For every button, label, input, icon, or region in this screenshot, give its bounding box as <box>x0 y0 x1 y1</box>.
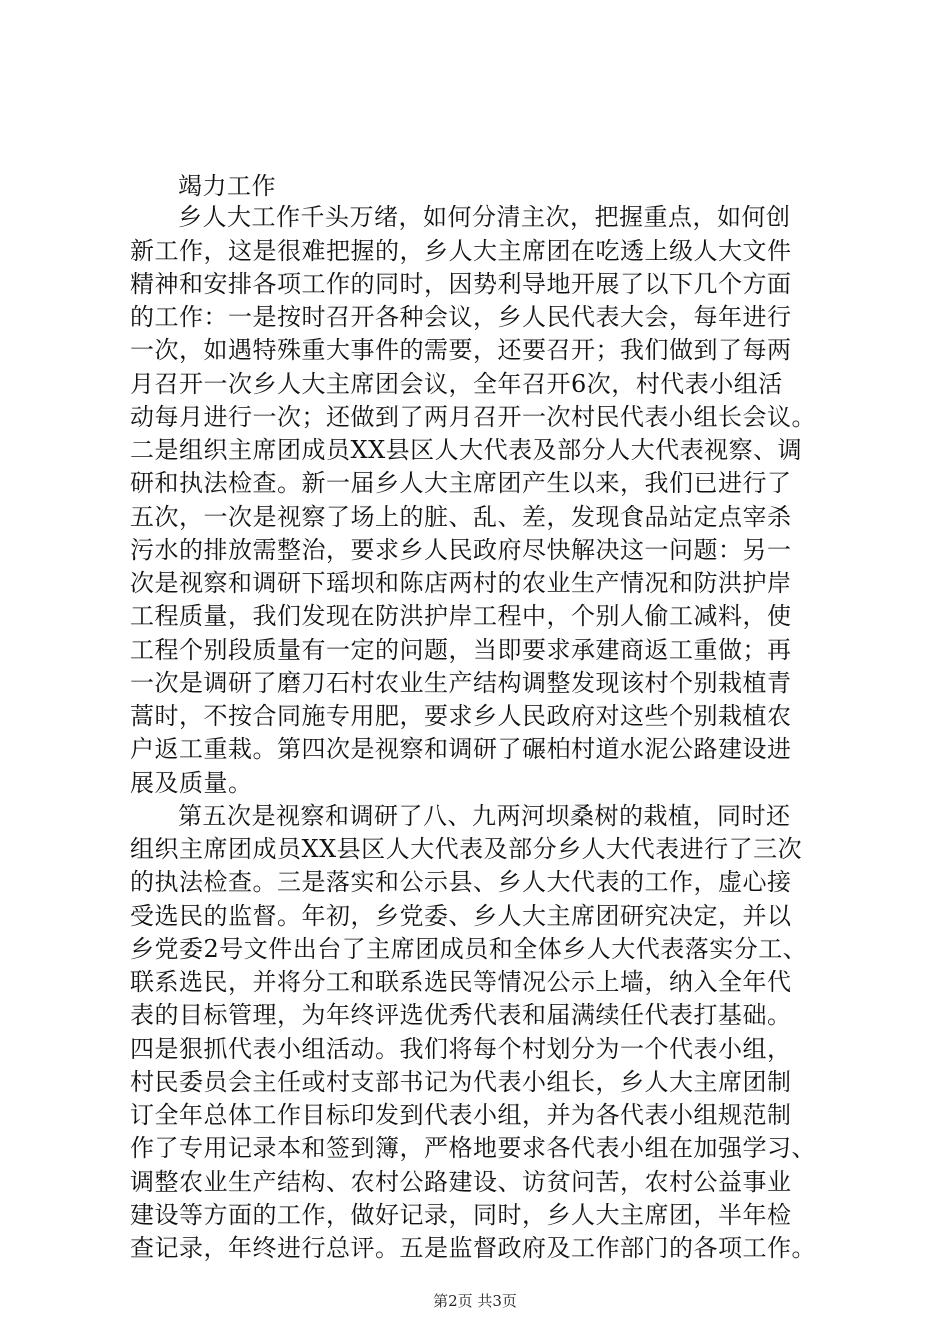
paragraph-line: 的工作：一是按时召开各种会议，乡人民代表大会，每年进行 <box>130 303 792 331</box>
section-heading: 竭力工作 <box>178 172 276 200</box>
paragraph-line: 五次，一次是视察了场上的脏、乱、差，发现食品站定点宰杀 <box>130 503 792 531</box>
paragraph-line: 作了专用记录本和签到簿，严格地要求各代表小组在加强学习、 <box>130 1134 816 1162</box>
paragraph-line: 月召开一次乡人大主席团会议，全年召开6次，村代表小组活 <box>130 370 783 398</box>
paragraph-line: 新工作，这是很难把握的，乡人大主席团在吃透上级人大文件 <box>130 237 792 265</box>
paragraph-line: 研和执法检查。新一届乡人大主席团产生以来，我们已进行了 <box>130 469 792 497</box>
paragraph-line: 动每月进行一次；还做到了两月召开一次村民代表小组长会议。 <box>130 403 816 431</box>
paragraph-line: 次是视察和调研下瑶坝和陈店两村的农业生产情况和防洪护岸 <box>130 569 792 597</box>
paragraph-line: 组织主席团成员XX县区人大代表及部分乡人大代表进行了三次 <box>130 835 803 863</box>
paragraph-line: 乡党委2号文件出台了主席团成员和全体乡人大代表落实分工、 <box>130 935 808 963</box>
paragraph-line: 的执法检查。三是落实和公示县、乡人大代表的工作，虚心接 <box>130 868 792 896</box>
paragraph-line: 四是狠抓代表小组活动。我们将每个村划分为一个代表小组， <box>130 1035 792 1063</box>
paragraph-line: 乡人大工作千头万绪，如何分清主次，把握重点，如何创 <box>178 203 791 231</box>
page-number-footer: 第2页 共3页 <box>433 1292 517 1310</box>
paragraph-line: 工程质量，我们发现在防洪护岸工程中，个别人偷工减料，使 <box>130 602 792 630</box>
paragraph-line: 建设等方面的工作，做好记录，同时，乡人大主席团，半年检 <box>130 1201 792 1229</box>
paragraph-line: 精神和安排各项工作的同时，因势利导地开展了以下几个方面 <box>130 270 792 298</box>
paragraph-line: 订全年总体工作目标印发到代表小组，并为各代表小组规范制 <box>130 1101 792 1129</box>
paragraph-line: 一次是调研了磨刀石村农业生产结构调整发现该村个别栽植青 <box>130 669 792 697</box>
paragraph-line: 受选民的监督。年初，乡党委、乡人大主席团研究决定，并以 <box>130 902 792 930</box>
paragraph-line: 二是组织主席团成员XX县区人大代表及部分人大代表视察、调 <box>130 436 803 464</box>
paragraph-line: 表的目标管理，为年终评选优秀代表和届满续任代表打基础。 <box>130 1001 792 1029</box>
paragraph-line: 展及质量。 <box>130 769 253 797</box>
paragraph-line: 一次，如遇特殊重大事件的需要，还要召开；我们做到了每两 <box>130 336 792 364</box>
paragraph-line: 查记录，年终进行总评。五是监督政府及工作部门的各项工作。 <box>130 1234 816 1262</box>
paragraph-line: 第五次是视察和调研了八、九两河坝桑树的栽植，同时还 <box>178 802 791 830</box>
paragraph-line: 污水的排放需整治，要求乡人民政府尽快解决这一问题：另一 <box>130 536 792 564</box>
paragraph-line: 工程个别段质量有一定的问题，当即要求承建商返工重做；再 <box>130 636 792 664</box>
paragraph-line: 蒿时，不按合同施专用肥，要求乡人民政府对这些个别栽植农 <box>130 702 792 730</box>
paragraph-line: 调整农业生产结构、农村公路建设、访贫问苦，农村公益事业 <box>130 1168 792 1196</box>
paragraph-line: 户返工重栽。第四次是视察和调研了碾柏村道水泥公路建设进 <box>130 735 792 763</box>
paragraph-line: 联系选民，并将分工和联系选民等情况公示上墙，纳入全年代 <box>130 968 792 996</box>
paragraph-line: 村民委员会主任或村支部书记为代表小组长，乡人大主席团制 <box>130 1068 792 1096</box>
